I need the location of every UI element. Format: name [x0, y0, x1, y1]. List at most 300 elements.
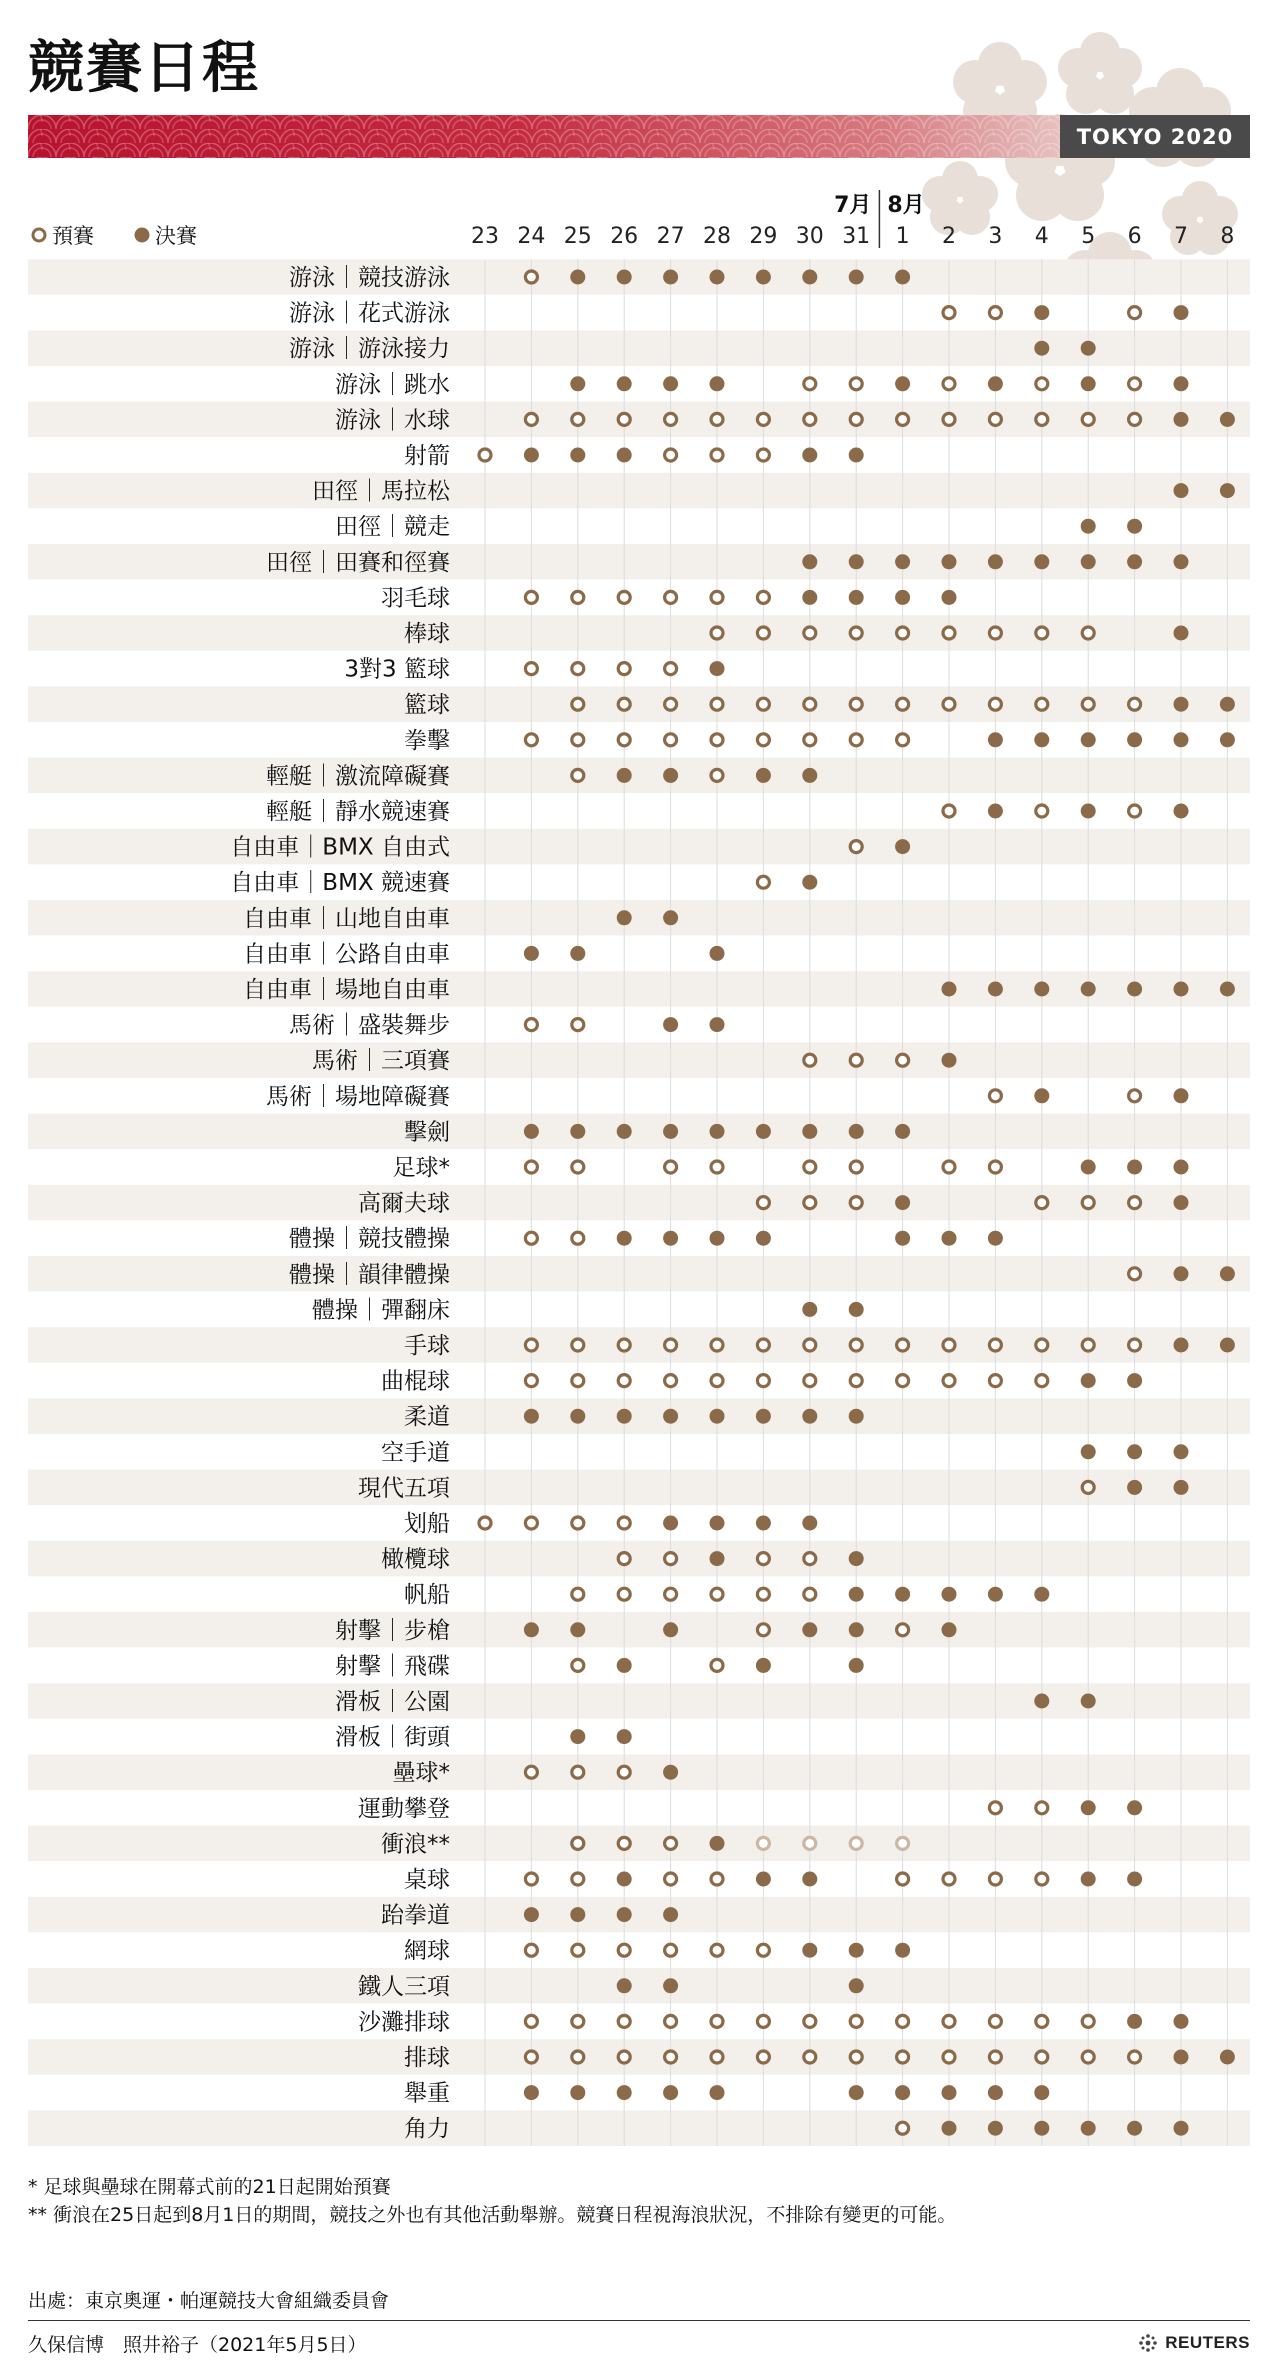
final-dot [988, 554, 1003, 569]
final-dot [617, 376, 632, 391]
prelim-dot [943, 307, 955, 319]
prelim-dot [618, 1553, 630, 1565]
prelim-dot [1129, 378, 1141, 390]
prelim-dot [572, 1232, 584, 1244]
reuters-logo [1137, 2332, 1250, 2354]
prelim-dot [618, 413, 630, 425]
prelim-dot [618, 1588, 630, 1600]
surf-window-dot [757, 1837, 769, 1849]
prelim-dot [757, 1944, 769, 1956]
final-dot [1220, 412, 1235, 427]
prelim-dot [1036, 1873, 1048, 1885]
row-band [28, 1078, 1250, 1114]
day-label: 31 [842, 224, 871, 249]
surf-window-dot [897, 1837, 909, 1849]
prelim-dot [572, 591, 584, 603]
final-dot [1034, 2085, 1049, 2100]
final-dot [1034, 732, 1049, 747]
final-dot [895, 590, 910, 605]
row-band [28, 402, 1250, 438]
row-band [28, 936, 1250, 972]
final-dot [802, 1622, 817, 1637]
prelim-dot [711, 1873, 723, 1885]
prelim-dot [850, 2015, 862, 2027]
prelim-dot [804, 2051, 816, 2063]
prelim-dot [804, 698, 816, 710]
prelim-dot [1036, 2015, 1048, 2027]
final-dot [524, 1124, 539, 1139]
prelim-dot [572, 2051, 584, 2063]
day-label: 27 [656, 224, 685, 249]
event-label: 滑板｜街頭 [335, 1724, 450, 1751]
final-dot [617, 910, 632, 925]
final-dot [617, 1124, 632, 1139]
row-band [28, 437, 1250, 473]
final-dot [1034, 1694, 1049, 1709]
final-dot [1127, 1480, 1142, 1495]
prelim-dot [711, 769, 723, 781]
prelim-dot [1129, 1090, 1141, 1102]
event-label: 馬術｜場地障礙賽 [266, 1083, 450, 1110]
event-label: 空手道 [381, 1439, 450, 1466]
row-band [28, 1363, 1250, 1399]
row-band [28, 1470, 1250, 1506]
prelim-dot [665, 1161, 677, 1173]
final-dot [1081, 1800, 1096, 1815]
event-label: 手球 [404, 1333, 450, 1359]
row-band [28, 900, 1250, 936]
prelim-dot [757, 449, 769, 461]
prelim-dot [1082, 413, 1094, 425]
event-label: 射擊｜步槍 [335, 1617, 450, 1644]
final-dot [988, 1587, 1003, 1602]
day-label: 4 [1034, 224, 1049, 249]
prelim-dot [804, 1054, 816, 1066]
final-dot [1174, 982, 1189, 997]
row-band [28, 1754, 1250, 1790]
final-dot [988, 376, 1003, 391]
row-band [28, 1042, 1250, 1078]
final-dot [1174, 732, 1189, 747]
final-dot [895, 1943, 910, 1958]
day-label: 30 [795, 224, 824, 249]
row-band [28, 1256, 1250, 1292]
prelim-dot [525, 734, 537, 746]
event-label: 擊劍 [404, 1119, 450, 1146]
prelim-dot [665, 1375, 677, 1387]
row-band [28, 1114, 1250, 1150]
final-dot [663, 768, 678, 783]
prelim-dot [989, 1873, 1001, 1885]
event-label: 壘球* [392, 1760, 450, 1787]
prelim-dot [525, 663, 537, 675]
final-dot [802, 270, 817, 285]
prelim-dot [897, 2122, 909, 2134]
final-dot [663, 1124, 678, 1139]
prelim-dot [943, 627, 955, 639]
final-dot [849, 1302, 864, 1317]
final-dot [802, 1302, 817, 1317]
final-dot [617, 1658, 632, 1673]
final-dot [802, 1943, 817, 1958]
event-label: 沙灘排球 [358, 2009, 450, 2036]
final-dot [802, 768, 817, 783]
row-band [28, 1790, 1250, 1826]
final-dot [1081, 1160, 1096, 1175]
event-label: 曲棍球 [381, 1368, 450, 1395]
event-label: 角力 [404, 2116, 450, 2143]
final-dot [524, 1907, 539, 1922]
row-band [28, 1576, 1250, 1612]
row-band [28, 295, 1250, 331]
prelim-dot [757, 1197, 769, 1209]
final-dot [1034, 2121, 1049, 2136]
day-label: 2 [942, 224, 956, 249]
prelim-dot [618, 591, 630, 603]
row-band [28, 1327, 1250, 1363]
prelim-dot [618, 2051, 630, 2063]
prelim-dot [572, 1873, 584, 1885]
prelim-dot [665, 698, 677, 710]
final-dot [849, 1658, 864, 1673]
prelim-dot [1129, 1268, 1141, 1280]
final-dot [570, 448, 585, 463]
final-dot [524, 448, 539, 463]
prelim-dot [711, 591, 723, 603]
prelim-dot [572, 1766, 584, 1778]
final-dot [1127, 1160, 1142, 1175]
final-dot [895, 839, 910, 854]
row-band [28, 1541, 1250, 1577]
prelim-dot [850, 627, 862, 639]
final-dot [849, 270, 864, 285]
prelim-dot [757, 1553, 769, 1565]
final-dot [802, 1516, 817, 1531]
event-label: 游泳｜花式游泳 [289, 300, 450, 327]
row-band [28, 1648, 1250, 1684]
prelim-dot [618, 2015, 630, 2027]
prelim-dot [525, 2015, 537, 2027]
final-dot [802, 554, 817, 569]
final-dot [1174, 1444, 1189, 1459]
final-dot [710, 946, 725, 961]
final-dot [802, 1872, 817, 1887]
prelim-dot [1129, 805, 1141, 817]
final-dot [1220, 2050, 1235, 2065]
final-dot [1127, 1373, 1142, 1388]
prelim-dot [1129, 307, 1141, 319]
prelim-dot [804, 627, 816, 639]
prelim-dot [1129, 1197, 1141, 1209]
prelim-dot [1036, 378, 1048, 390]
final-dot [710, 1409, 725, 1424]
legend-final-label: 決賽 [155, 224, 197, 248]
event-label: 現代五項 [358, 1475, 450, 1502]
final-dot [710, 661, 725, 676]
final-dot [1127, 2014, 1142, 2029]
prelim-dot [897, 734, 909, 746]
prelim-dot [757, 1588, 769, 1600]
final-dot [524, 1409, 539, 1424]
prelim-dot [572, 769, 584, 781]
event-label: 帆船 [404, 1582, 450, 1609]
prelim-dot [665, 1873, 677, 1885]
prelim-dot [1082, 698, 1094, 710]
row-band [28, 1292, 1250, 1328]
prelim-dot [897, 2015, 909, 2027]
day-label: 28 [703, 224, 731, 249]
prelim-dot [1082, 627, 1094, 639]
final-dot [1081, 1444, 1096, 1459]
final-dot [1174, 554, 1189, 569]
event-label: 舉重 [404, 2080, 450, 2107]
prelim-dot [1082, 2015, 1094, 2027]
month-label: 7月 [834, 193, 872, 218]
final-dot [988, 2121, 1003, 2136]
surf-window-dot [850, 1837, 862, 1849]
event-label: 自由車｜公路自由車 [243, 941, 450, 968]
prelim-dot [850, 841, 862, 853]
prelim-dot [711, 1659, 723, 1671]
row-band [28, 2004, 1250, 2040]
reuters-dots-icon [1137, 2332, 1159, 2354]
event-label: 輕艇｜激流障礙賽 [266, 763, 450, 790]
prelim-dot [572, 2015, 584, 2027]
prelim-dot [1129, 2051, 1141, 2063]
prelim-dot [897, 698, 909, 710]
prelim-dot [1129, 698, 1141, 710]
final-dot [663, 270, 678, 285]
final-dot [1220, 483, 1235, 498]
prelim-dot [665, 663, 677, 675]
prelim-dot [711, 1161, 723, 1173]
prelim-dot [943, 1873, 955, 1885]
final-dot [1220, 1338, 1235, 1353]
final-dot [756, 1872, 771, 1887]
row-band [28, 1861, 1250, 1897]
final-dot [617, 768, 632, 783]
prelim-dot [897, 1339, 909, 1351]
row-band [28, 864, 1250, 900]
row-band [28, 1007, 1250, 1043]
event-label: 田徑｜田賽和徑賽 [266, 549, 450, 576]
prelim-dot [989, 1090, 1001, 1102]
prelim-dot [850, 378, 862, 390]
row-band [28, 686, 1250, 722]
prelim-dot [850, 413, 862, 425]
row-band [28, 1612, 1250, 1648]
prelim-dot [757, 1339, 769, 1351]
final-dot [942, 554, 957, 569]
prelim-dot [850, 698, 862, 710]
prelim-dot [804, 2015, 816, 2027]
prelim-dot [525, 1339, 537, 1351]
final-dot [1127, 519, 1142, 534]
day-label: 1 [895, 224, 910, 249]
prelim-dot [711, 1375, 723, 1387]
final-dot [1081, 982, 1096, 997]
prelim-dot [943, 1375, 955, 1387]
prelim-dot [1082, 1339, 1094, 1351]
prelim-dot [711, 627, 723, 639]
row-band [28, 2110, 1250, 2146]
final-dot [570, 1907, 585, 1922]
prelim-dot [525, 2051, 537, 2063]
prelim-dot [989, 1802, 1001, 1814]
prelim-dot [618, 1944, 630, 1956]
prelim-dot [572, 734, 584, 746]
prelim-dot [897, 627, 909, 639]
final-dot [802, 1409, 817, 1424]
prelim-dot [525, 1232, 537, 1244]
prelim-dot [572, 1944, 584, 1956]
prelim-dot [618, 663, 630, 675]
prelim-dot [989, 1339, 1001, 1351]
final-dot [570, 946, 585, 961]
final-dot [570, 376, 585, 391]
final-dot [802, 875, 817, 890]
event-label: 運動攀登 [358, 1795, 450, 1822]
row-band [28, 829, 1250, 865]
prelim-dot [525, 413, 537, 425]
row-band [28, 758, 1250, 794]
final-dot [617, 1872, 632, 1887]
prelim-dot [1082, 2051, 1094, 2063]
final-dot [1220, 1266, 1235, 1281]
final-dot [617, 1729, 632, 1744]
final-dot [663, 1907, 678, 1922]
source-note: 出處：東京奧運・帕運競技大會組織委員會 [28, 2290, 390, 2312]
final-dot [756, 1658, 771, 1673]
prelim-dot [665, 734, 677, 746]
final-dot [617, 1231, 632, 1246]
month-label: 8月 [887, 193, 925, 218]
event-label: 體操｜競技體操 [289, 1226, 450, 1253]
prelim-dot [989, 627, 1001, 639]
event-label: 馬術｜盛裝舞步 [289, 1012, 450, 1039]
final-dot [1127, 2121, 1142, 2136]
final-dot [570, 270, 585, 285]
final-dot [895, 554, 910, 569]
prelim-dot [525, 591, 537, 603]
final-dot [1174, 1160, 1189, 1175]
prelim-dot [989, 1375, 1001, 1387]
final-dot [849, 448, 864, 463]
final-dot [1127, 732, 1142, 747]
final-dot [617, 1409, 632, 1424]
prelim-dot [1036, 1339, 1048, 1351]
prelim-dot [850, 1161, 862, 1173]
event-label: 輕艇｜靜水競速賽 [266, 799, 450, 825]
final-dot [895, 376, 910, 391]
row-band [28, 1932, 1250, 1968]
prelim-dot [618, 698, 630, 710]
event-label: 射擊｜飛碟 [335, 1653, 450, 1680]
final-dot [663, 1622, 678, 1637]
final-dot [1220, 982, 1235, 997]
row-band [28, 722, 1250, 758]
prelim-dot [618, 1837, 630, 1849]
prelim-dot [665, 591, 677, 603]
prelim-dot [618, 1375, 630, 1387]
final-dot [663, 1765, 678, 1780]
event-label: 橄欖球 [381, 1546, 450, 1573]
final-dot [570, 1729, 585, 1744]
prelim-dot [804, 734, 816, 746]
final-dot [756, 1409, 771, 1424]
prelim-dot [1082, 1481, 1094, 1493]
prelim-dot [943, 805, 955, 817]
event-label: 體操｜彈翻床 [312, 1297, 450, 1324]
prelim-dot [711, 2051, 723, 2063]
final-dot [617, 448, 632, 463]
prelim-dot [665, 1944, 677, 1956]
prelim-dot [525, 271, 537, 283]
prelim-dot [572, 1161, 584, 1173]
prelim-dot [1036, 1802, 1048, 1814]
prelim-dot [943, 2051, 955, 2063]
final-dot [1174, 2121, 1189, 2136]
prelim-dot [711, 698, 723, 710]
day-label: 5 [1081, 224, 1096, 249]
surf-window-dot [804, 1837, 816, 1849]
final-dot [942, 1231, 957, 1246]
prelim-dot [1129, 413, 1141, 425]
event-label: 桌球 [404, 1867, 450, 1893]
final-dot [942, 2085, 957, 2100]
final-dot [756, 270, 771, 285]
prelim-dot [665, 1339, 677, 1351]
row-band [28, 1149, 1250, 1185]
final-dot [1127, 982, 1142, 997]
prelim-dot [943, 1339, 955, 1351]
prelim-dot [850, 1197, 862, 1209]
prelim-dot [618, 1766, 630, 1778]
prelim-dot [525, 1517, 537, 1529]
prelim-dot [1036, 413, 1048, 425]
final-dot [1081, 732, 1096, 747]
event-label: 自由車｜場地自由車 [243, 977, 450, 1003]
row-band [28, 473, 1250, 509]
final-dot [849, 554, 864, 569]
prelim-dot [757, 698, 769, 710]
event-label: 射箭 [404, 443, 450, 469]
final-dot [663, 376, 678, 391]
day-label: 6 [1127, 224, 1142, 249]
row-band [28, 330, 1250, 366]
row-band [28, 1897, 1250, 1933]
prelim-dot [897, 1873, 909, 1885]
prelim-dot [850, 1339, 862, 1351]
row-band [28, 615, 1250, 651]
event-label: 拳擊 [404, 727, 450, 754]
prelim-dot [618, 734, 630, 746]
page-title: 競賽日程 [28, 36, 260, 101]
prelim-dot [1082, 1197, 1094, 1209]
final-dot [663, 1516, 678, 1531]
prelim-dot [711, 2015, 723, 2027]
final-dot [1174, 305, 1189, 320]
prelim-dot [711, 1944, 723, 1956]
prelim-dot [1036, 1197, 1048, 1209]
prelim-dot [757, 413, 769, 425]
event-label: 田徑｜馬拉松 [312, 478, 450, 505]
final-dot [849, 1409, 864, 1424]
event-label: 馬術｜三項賽 [312, 1048, 450, 1075]
row-band [28, 580, 1250, 616]
row-band [28, 544, 1250, 580]
final-dot [1174, 1338, 1189, 1353]
